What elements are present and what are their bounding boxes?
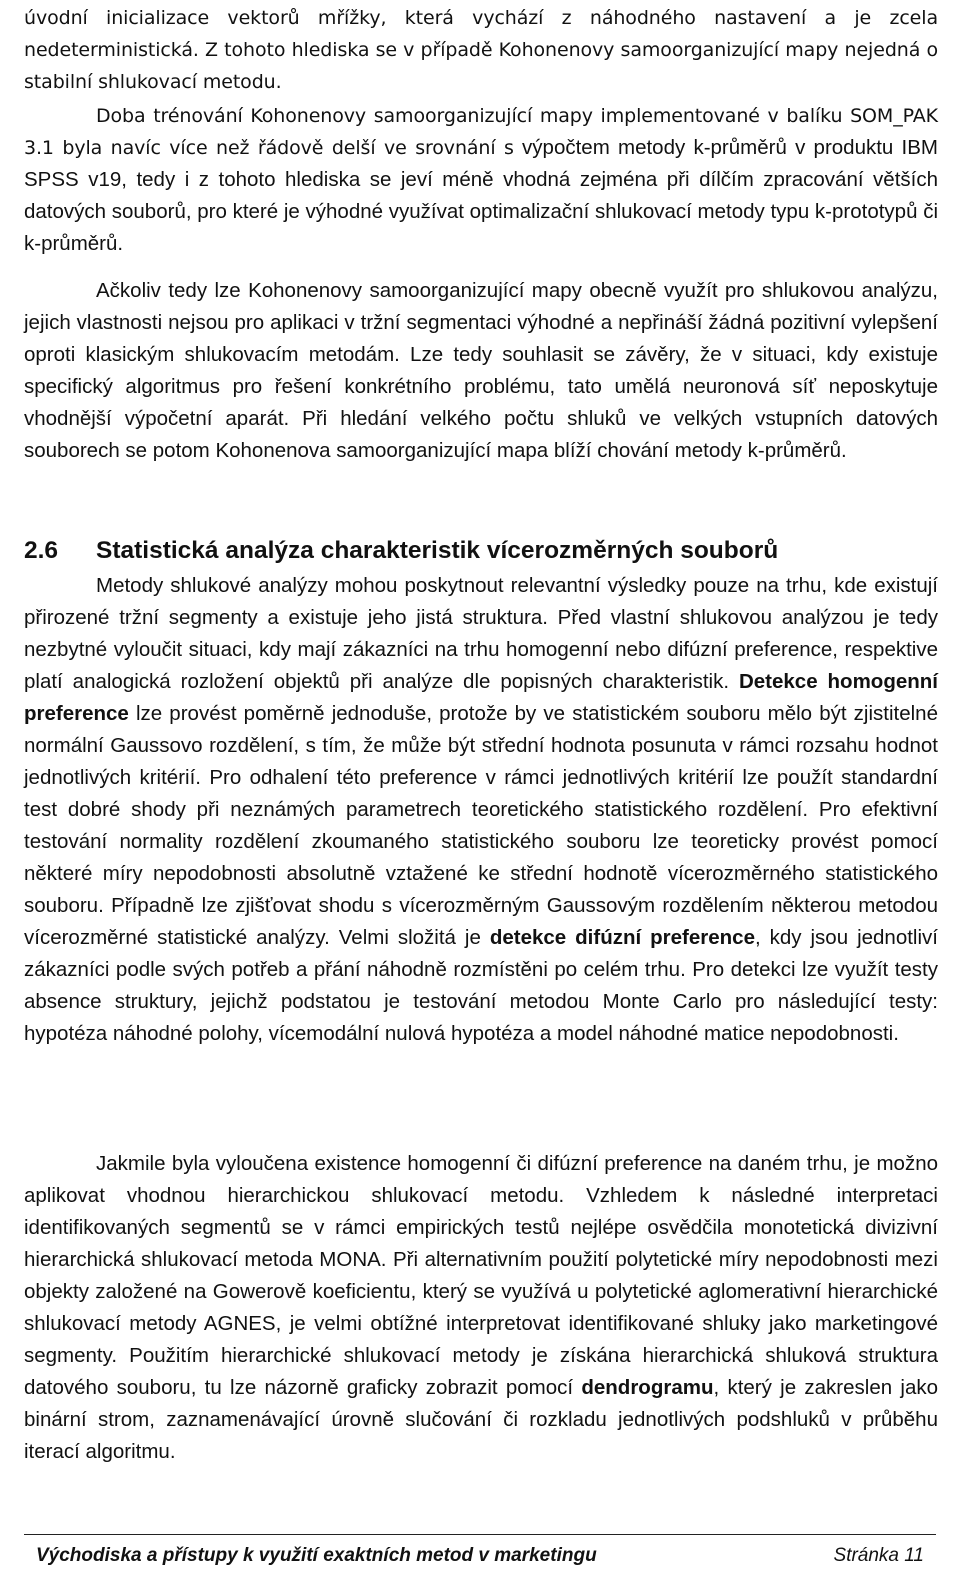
footer-divider <box>24 1534 936 1535</box>
paragraph-3: Ačkoliv tedy lze Kohonenovy samoorganizující mapy obecně využít pro shlukovou analýzu, jejich vlastnosti nejsou pro aplikaci v tržní segmentaci výhodné a nepřináší žádná pozitivní vylepšení oproti klasickým shlukovacím metodám. Lze tedy souhlasit se závěry, že v situaci, kdy existuje specifický algoritmus pro řešení konkrétního problému, tato umělá neuronová síť neposkytuje vhodnější výpočetní aparát. Při hledání velkého počtu shluků ve velkých vstupních datových souborech se potom Kohonenova samoorganizující mapa blíží chování metody k-průměrů. <box>24 279 938 462</box>
section-heading <box>24 533 778 569</box>
paragraph-4-part-e: , kdy jsou jednotliví zákazníci podle svých potřeb a přání náhodně rozmístěni po celém trhu. Pro detekci lze využít testy absence struktury, jejichž podstatou je testování metodou Monte Carlo pro následující testy: hypotéza náhodné polohy, vícemodální nulová hypotéza a model náhodné matice nepodobnosti. <box>24 926 938 1045</box>
page-number: Stránka 11 <box>833 1545 924 1566</box>
section-title: Statistická analýza charakteristik vícerozměrných souborů <box>96 537 779 564</box>
paragraph-5-part-c: , který je zakreslen jako binární strom, zaznamenávající úrovně slučování či rozkladu jednotlivých podshluků v průběhu iterací algoritmu. <box>24 1376 939 1463</box>
paragraph-1: úvodní inicializace vektorů mřížky, která vychází z náhodného nastavení a je zcela nedeterministická. Z tohoto hlediska se v případě Kohonenovy samoorganizující mapy nejedná o stabilní shlukovací metodu. <box>24 7 938 93</box>
paragraph-5 <box>24 1148 938 1468</box>
footer-title: Východiska a přístupy k využití exaktních metod v marketingu <box>36 1545 597 1566</box>
paragraph-4-part-c: lze provést poměrně jednoduše, protože by ve statistickém souboru mělo být zjistitelné normální Gaussovo rozdělení, s tím, že může být střední hodnota posunuta v rámci rozsahu hodnot jednotlivých kritérií. Pro odhalení této preference v rámci jednotlivých kritérií lze použít standardní test dobré shody při neznámých parametrech teoretického statistického rozdělení. Pro efektivní testování normality rozdělení zkoumaného statistického souboru lze teoreticky provést pomocí některé míry nepodobnosti absolutně vztažené ke střední hodnotě vícerozměrného statistického souboru. Případně lze zjišťovat shodu s vícerozměrným Gaussovým rozdělením některou metodou vícerozměrné statistické analýzy. Velmi složitá je <box>24 702 938 949</box>
section-number: 2.6 <box>24 537 59 564</box>
paragraph-4-part-a: Metody shlukové analýzy mohou poskytnout relevantní výsledky pouze na trhu, kde existují přirozené tržní segmenty a existuje jeho jistá struktura. Před vlastní shlukovou analýzou je tedy nezbytné vyloučit situaci, kdy mají zákazníci na trhu homogenní nebo difúzní preference, respektive platí analogická rozložení objektů při analýze dle popisných charakteristik. <box>24 574 938 693</box>
paragraph-2-part-a: Doba trénování Kohonenovy samoorganizující mapy implementované v balíku SOM_PAK 3.1 byla navíc více než řádově delší ve srovnání s <box>24 105 938 159</box>
bold-term-homogeneous: Detekce homogenní preference <box>24 670 938 725</box>
bold-term-dendrogram: dendrogramu <box>581 1376 714 1399</box>
page-footer <box>36 1541 924 1571</box>
paragraph-5-part-a: Jakmile byla vyloučena existence homogenní či difúzní preference na daném trhu, je možno aplikovat vhodnou hierarchickou shlukovací metodu. Vzhledem k následné interpretaci identifikovaných segmentů se v rámci empirických testů nejlépe osvědčila monotetická divizivní hierarchická shlukovací metoda MONA. Při alternativním použití polytetické míry nepodobnosti mezi objekty založené na Gowerově koeficientu, který se využívá u polytetické aglomerativní hierarchické shlukovací metody AGNES, je velmi obtížné interpretovat identifikované shluky jako marketingové segmenty. Použitím hierarchické shlukovací metody je získána hierarchická shluková struktura datového souboru, tu lze názorně graficky zobrazit pomocí <box>24 1152 938 1399</box>
bold-term-diffuse: detekce difúzní preference <box>489 926 755 949</box>
paragraph-2 <box>24 100 938 260</box>
paragraph-2-part-b: výpočtem metody k-průměrů v produktu IBM SPSS v19, tedy i z tohoto hlediska se jeví méně vhodná zejména při dílčím zpracování větších datových souborů, pro které je výhodné využívat optimalizační shlukovací metody typu k-prototypů či k-průměrů. <box>24 136 938 255</box>
paragraph-4 <box>24 570 938 1050</box>
